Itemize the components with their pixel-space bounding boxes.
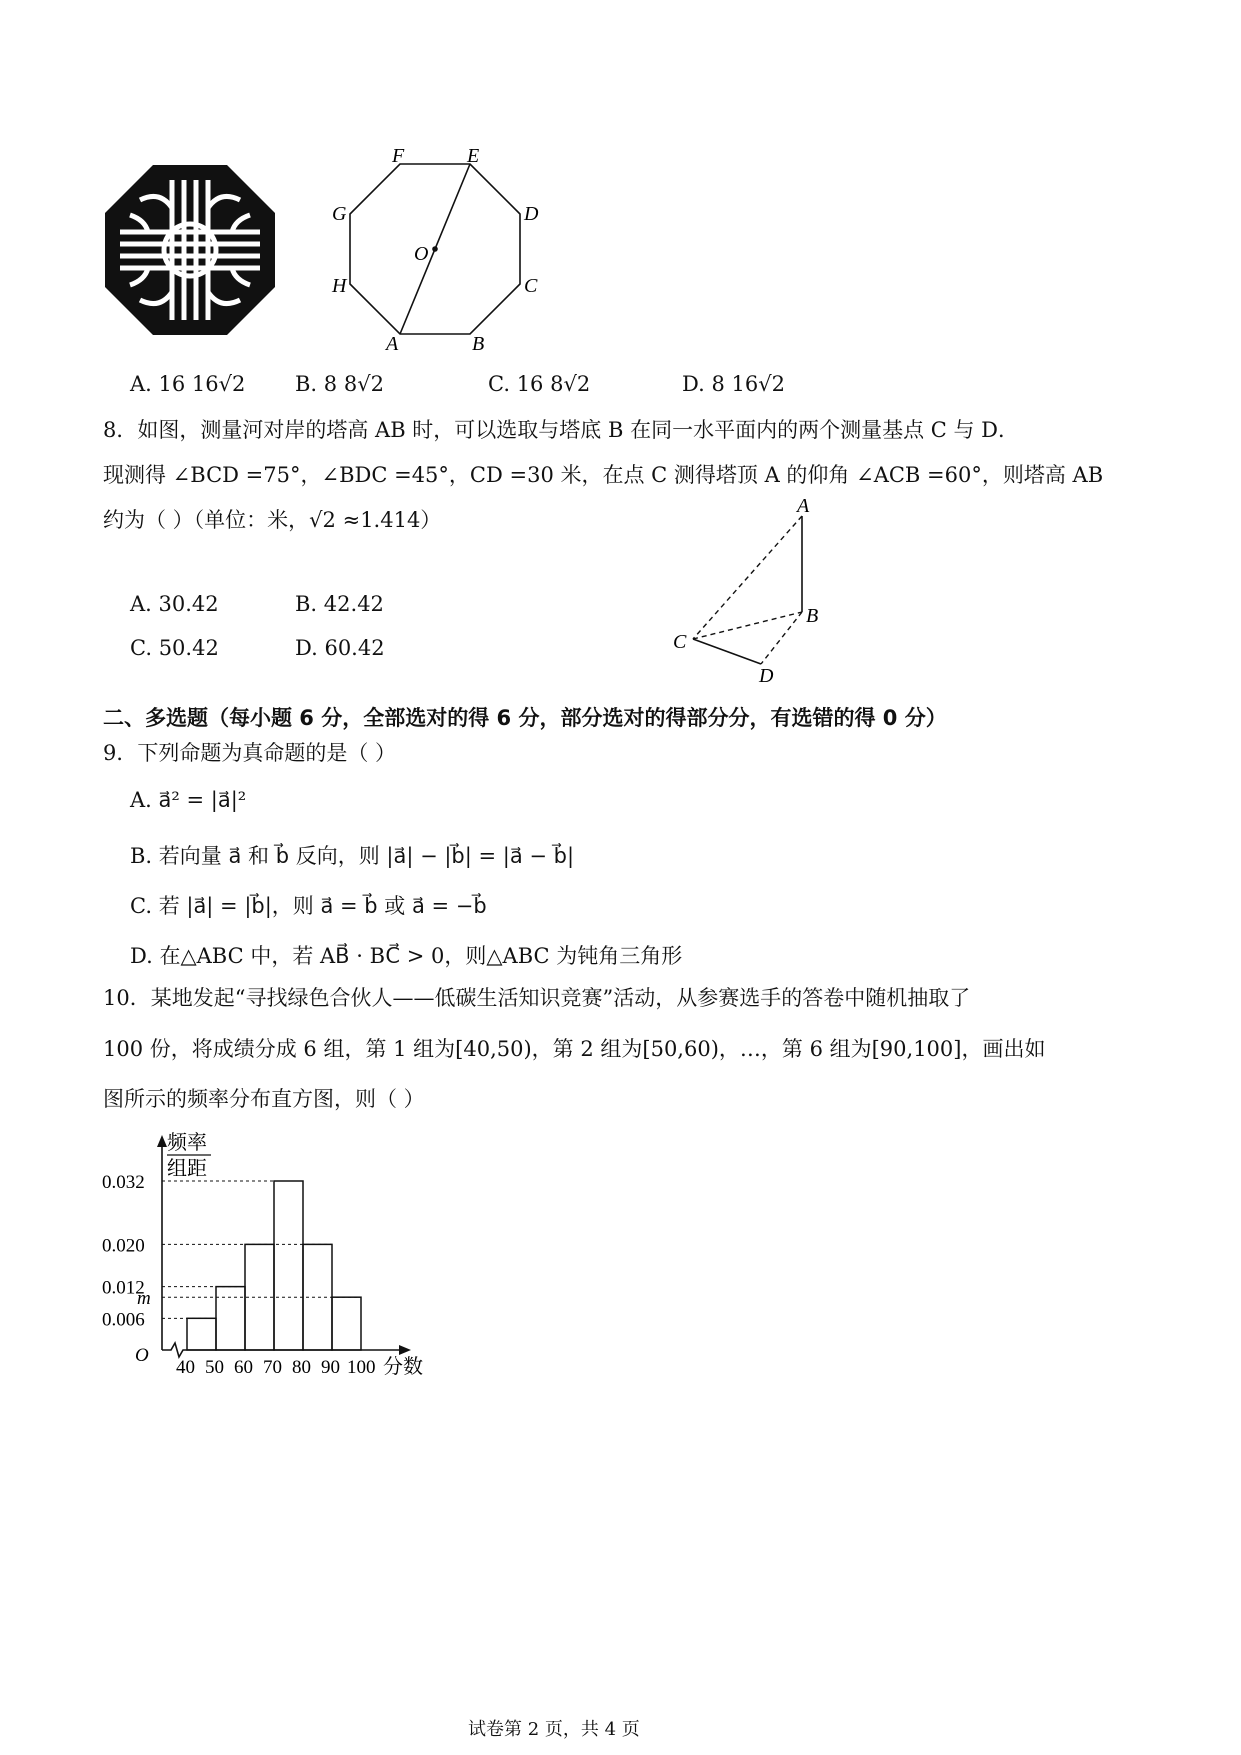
y-tick-label-1: 0.032 [102, 1172, 145, 1193]
histogram-bar-2 [216, 1287, 245, 1350]
histogram-bar-4 [274, 1181, 303, 1350]
y-axis-arrow [157, 1135, 167, 1147]
q9-stem: 9．下列命题为真命题的是（ ） [103, 741, 397, 765]
octagon-diagram [330, 140, 560, 360]
q9-option-b[interactable]: B. 若向量 a⃗ 和 b⃗ 反向，则 |a⃗| − |b⃗| = |a⃗ − b⃗| [130, 844, 575, 868]
x-tick-label-70: 70 [263, 1357, 282, 1378]
histogram-bar-1 [187, 1318, 216, 1350]
label-F: F [392, 145, 405, 167]
histogram-bar-6 [332, 1297, 361, 1350]
y-label-numerator: 频率 [167, 1132, 207, 1154]
label-A: A [386, 333, 399, 355]
q7-option-b[interactable]: B. 8 8√2 [295, 372, 384, 396]
q10-stem-line1: 10．某地发起“寻找绿色合伙人——低碳生活知识竞赛”活动，从参赛选手的答卷中随机抽取了 [103, 986, 971, 1010]
y-tick-label-3: 0.012 [102, 1277, 145, 1299]
q10-stem-line3: 图所示的频率分布直方图，则（ ） [103, 1087, 425, 1111]
q8-option-c[interactable]: C. 50.42 [130, 636, 219, 660]
q9-option-d[interactable]: D. 在△ABC 中，若 AB⃗ · BC⃗ > 0，则△ABC 为钝角三角形 [130, 944, 683, 968]
origin-label: O [135, 1345, 149, 1366]
label-B: B [472, 333, 485, 355]
q8-stem-line3: 约为（ ）（单位：米，√2 ≈1.414） [103, 508, 442, 532]
octagon-window-pattern [100, 160, 280, 340]
y-tick-label-2: 0.020 [102, 1235, 145, 1257]
x-tick-label-90: 90 [321, 1357, 340, 1378]
x-tick-label-80: 80 [292, 1357, 311, 1378]
q9-option-a[interactable]: A. a⃗² = |a⃗|² [130, 788, 247, 812]
x-tick-label-100: 100 [347, 1357, 376, 1378]
label-B: B [806, 605, 819, 627]
y-label-denominator: 组距 [167, 1158, 207, 1180]
x-tick-label-40: 40 [176, 1357, 195, 1378]
q9-option-c[interactable]: C. 若 |a⃗| = |b⃗|，则 a⃗ = b⃗ 或 a⃗ = −b⃗ [130, 894, 487, 918]
label-C: C [673, 631, 687, 653]
label-E: E [467, 145, 480, 167]
q8-option-b[interactable]: B. 42.42 [295, 592, 384, 616]
q10-stem-line2: 100 份，将成绩分成 6 组，第 1 组为[40,50)，第 2 组为[50,60)，…，第 6 组为[90,100]，画出如 [103, 1037, 1046, 1061]
y-tick-label-5: 0.006 [102, 1309, 145, 1331]
label-D: D [759, 665, 774, 687]
y-tick-label-4: m [137, 1288, 151, 1310]
x-tick-label-50: 50 [205, 1357, 224, 1378]
label-O: O [414, 243, 429, 265]
label-C: C [524, 275, 538, 297]
frequency-histogram [95, 1125, 455, 1390]
x-axis-arrow [399, 1345, 411, 1355]
q8-stem-line2: 现测得 ∠BCD =75°，∠BDC =45°，CD =30 米，在点 C 测得塔顶 A 的仰角 ∠ACB =60°，则塔高 AB [103, 463, 1104, 487]
x-tick-label-60: 60 [234, 1357, 253, 1378]
q7-option-c[interactable]: C. 16 8√2 [488, 372, 591, 396]
q7-option-a[interactable]: A. 16 16√2 [130, 372, 246, 396]
label-G: G [332, 203, 347, 225]
q8-option-d[interactable]: D. 60.42 [295, 636, 385, 660]
x-axis [162, 1343, 403, 1357]
label-A: A [797, 495, 810, 517]
page-footer: 试卷第 2 页，共 4 页 [468, 1719, 640, 1740]
q7-option-d[interactable]: D. 8 16√2 [682, 372, 785, 396]
label-D: D [524, 203, 539, 225]
section-title: 二、多选题（每小题 6 分，全部选对的得 6 分，部分选对的得部分分，有选错的得 0 分） [103, 706, 947, 730]
x-axis-label: 分数 [383, 1356, 423, 1378]
q8-stem-line1: 8．如图，测量河对岸的塔高 AB 时，可以选取与塔底 B 在同一水平面内的两个测量基点 C 与 D． [103, 418, 1020, 442]
tower-diagram [665, 492, 845, 692]
q8-option-a[interactable]: A. 30.42 [130, 592, 219, 616]
label-H: H [332, 275, 347, 297]
